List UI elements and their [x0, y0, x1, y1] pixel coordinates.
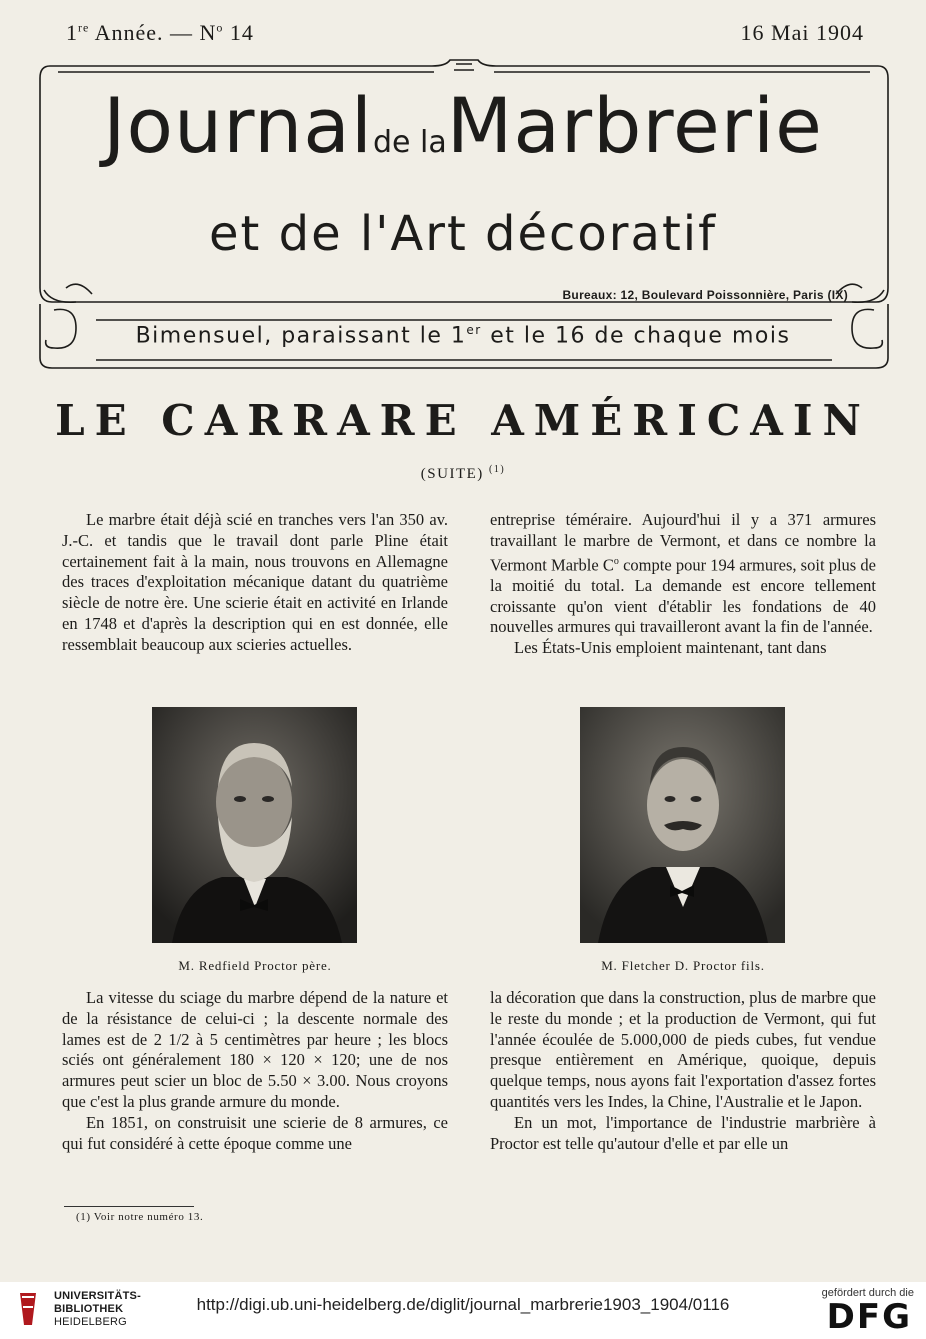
paragraph: la décoration que dans la construction, plus de marbre que le reste du monde ; et la production de Vermont, qui fut l'année écoulée de 5.000,000 de pieds cubes, fut vendue presque entièrement en Amérique, quoique, depuis quelque temps, nous ayons fait l'exportation d'assez fortes quantités vers les Indes, la Chine, l'Australie et le Japon.	[490, 988, 876, 1111]
caption-right: M. Fletcher D. Proctor fils.	[601, 958, 765, 973]
paragraph: En un mot, l'importance de l'industrie marbrière à Proctor est telle qu'autour d'elle et par elle un	[490, 1112, 876, 1153]
paragraph: Les États-Unis emploient maintenant, tant dans	[514, 638, 827, 658]
caption-left: M. Redfield Proctor père.	[178, 958, 332, 973]
portrait-redfield-proctor	[152, 707, 357, 943]
source-url-link[interactable]: http://digi.ub.uni-heidelberg.de/diglit/journal_marbrerie1903_1904/0116	[196, 1295, 730, 1314]
journal-subtitle: et de l'Art décoratif	[208, 206, 717, 262]
footnote: (1) Voir notre numéro 13.	[76, 1211, 204, 1223]
footnote-divider	[64, 1206, 194, 1207]
paragraph: En 1851, on construisit une scierie de 8 armures, ce qui fut considéré à cette époque comme une	[62, 1112, 448, 1153]
publication-frequency: Bimensuel, paraissant le 1er et le 16 de chaque mois	[135, 323, 791, 349]
paragraph: La vitesse du sciage du marbre dépend de la nature et de la résistance de celui-ci ; la descente normale des lames est de 2 1/2 à 5 centimètres par heure ; les blocs sciés ont généralement 180 × 120 × 120; une de nos armures peut scier un bloc de 5.50 × 3.00. Nous croyons que c'est la plus grande armure du monde.	[62, 988, 448, 1111]
issue-number: 1re Année. — $N^o$ 14	[66, 20, 254, 45]
column-left-top	[62, 510, 448, 656]
column-left-bottom	[62, 988, 448, 1154]
portrait-fletcher-proctor	[580, 707, 785, 943]
university-library-name: UNIVERSITÄTS- BIBLIOTHEK HEIDELBERG	[54, 1290, 141, 1328]
article-title: LE CARRARE AMÉRICAIN	[55, 396, 871, 445]
paragraph: Le marbre était déjà scié en tranches vers l'an 350 av. J.-C. et tandis que le travail dont parle Pline était certainement fait à la main, nous trouvons en Allemagne des traces d'exploitation mécanique datant du quatrième siècle de notre ère. Une scierie était en activité en Irlande en 1748 et d'après la description qui en est donnée, elle ressemblait beaucoup aux scieries actuelles.	[62, 510, 448, 654]
issue-date: 16 Mai 1904	[740, 20, 864, 45]
column-right-bottom	[490, 988, 876, 1154]
journal-title: Journalde laMarbrerie	[103, 81, 823, 170]
bureaux-address: Bureaux: 12, Boulevard Poissonnière, Paris (IX)	[562, 288, 848, 302]
issue-line	[66, 20, 864, 48]
dfg-logo: DFG	[826, 1297, 912, 1337]
paragraph: entreprise téméraire. Aujourd'hui il y a 371 armures travaillant le marbre de Vermont, et dans ce nombre la Vermont Marble $C^o$ compte pour 194 armures, soit plus de la moitié du total. La demande est encore tellement croissante qu'on vient d'établir les fondations de 40 nouvelles armures qui travailleront avant la fin de l'année.	[490, 510, 876, 637]
funding-note: gefördert durch die	[821, 1287, 914, 1299]
column-right-top	[490, 510, 876, 659]
article-continued: (SUITE) $^{(1)}$	[420, 464, 506, 482]
